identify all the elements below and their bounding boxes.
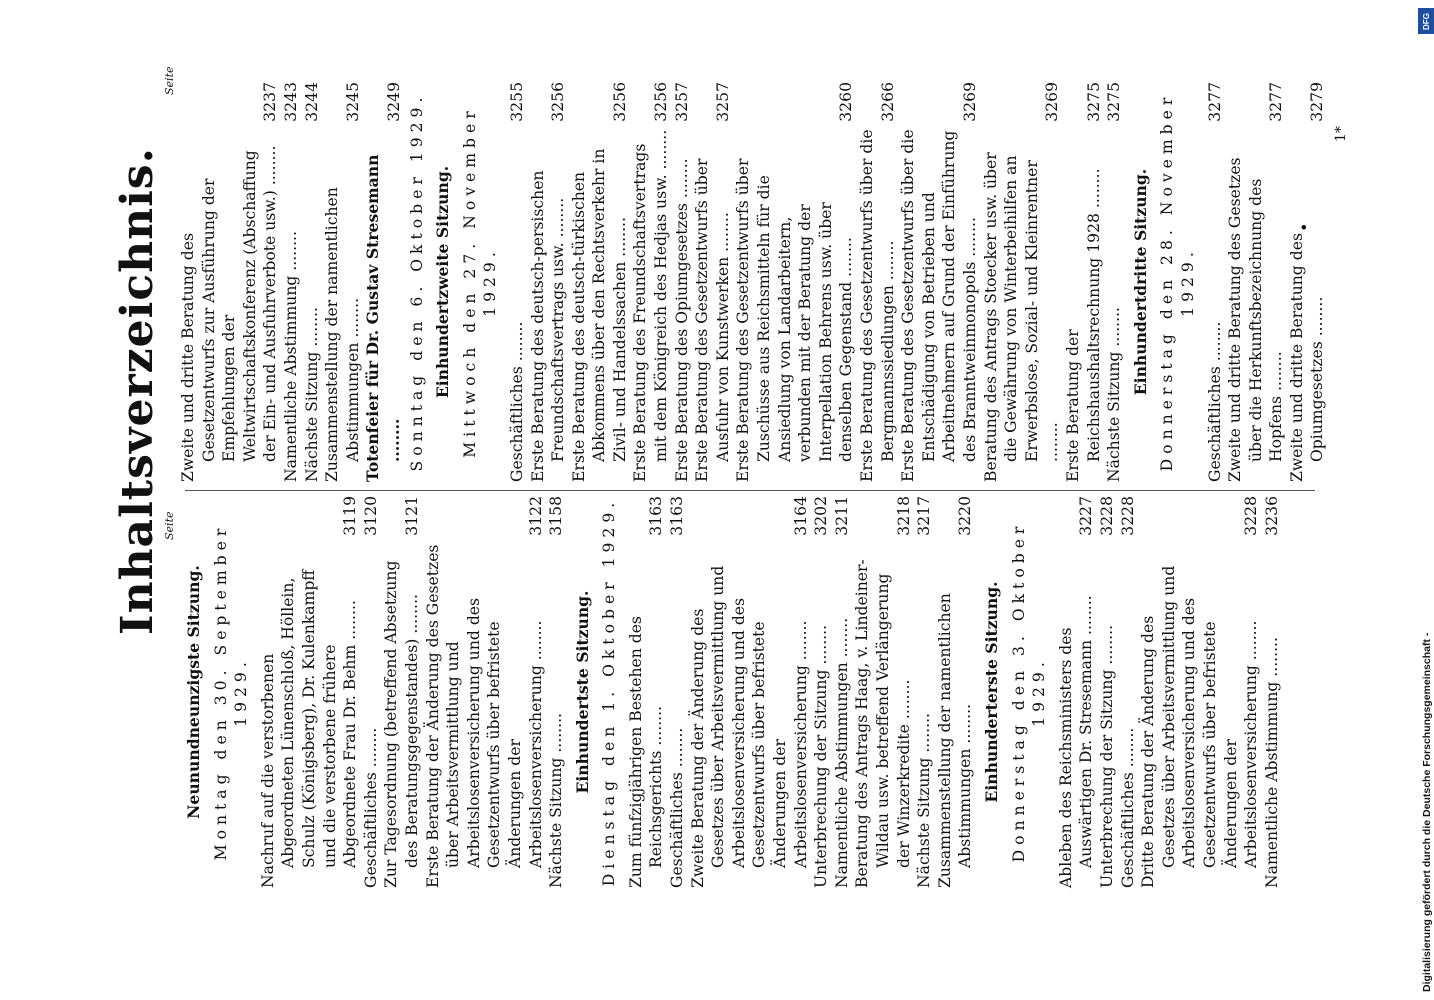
toc-entry-page: 3236 [1262,496,1281,536]
toc-entry-page: 3256 [549,82,568,122]
toc-entry [1056,496,1097,888]
toc-entry-page: 3256 [652,82,671,122]
toc-entry [811,496,832,888]
toc-entry-text: Namentliche Abstimmung ........ [281,231,300,482]
toc-entry-page: 3243 [281,82,300,122]
toc-entry [898,82,980,482]
toc-entry-page: 3277 [1205,82,1224,122]
toc-entry [1104,82,1125,482]
toc-entry-text: Erste Beratung des Gesetzentwurfs über die Bergmannssiedlungen ........ [858,129,897,482]
section-heading: Einhundertzweite Sitzung. [433,165,453,399]
toc-entry [1063,82,1104,482]
toc-entry-text: Zweite Beratung der Änderung des Gesetzes über Arbeitsvermittlung und Arbeitslosenversicherung und des Gesetzentwurfs über befristete Änderungen der Arbeitslosenversicherung ........ [688,565,810,888]
toc-entry [1262,496,1283,888]
toc-entry-page: 3220 [956,496,975,536]
toc-entry-text: Unterbrechung der Sitzung ........ [1097,624,1116,888]
toc-entry [178,82,281,482]
toc-column-left [178,496,1282,888]
toc-entry [1205,82,1226,482]
toc-entry-text: Unterbrechung der Sitzung ........ [812,624,831,888]
toc-entry-page: 3249 [384,82,403,122]
session-date: Montag den 30. September 1929. [211,523,251,861]
toc-entry [507,82,528,482]
toc-entry [935,496,976,888]
toc-entry [852,496,914,888]
toc-entry-page: 3227 [1077,496,1096,536]
session-date: Donnerstag den 3. Oktober 1929. [1009,521,1049,863]
toc-entry-text: Nächste Sitzung ........ [1105,306,1124,482]
section-heading: Einhunderterste Sitzung. [981,581,1001,803]
toc-entry-page: 3228 [1097,496,1116,536]
digitization-footer: Digitalisierung gefördert durch die Deutsche Forschungsgemeinschaft - [1421,632,1433,992]
toc-entry-text: Dritte Beratung der Änderung des Gesetzes über Arbeitsvermittlung und Arbeitslosenversicherung und des Gesetzentwurfs über befristete Änderungen der Arbeitslosenversicherung ........ [1139,565,1261,888]
toc-entry-text: Geschäftliches ........ [1205,321,1224,482]
toc-entry [733,82,857,482]
toc-entry-page: 3158 [547,496,566,536]
toc-entry-page: 3244 [302,82,321,122]
toc-entry-text: Totenfeier für Dr. Gustav Stresemann ........ [363,154,403,482]
toc-entry [1225,82,1287,482]
toc-entry [546,496,567,888]
toc-entry-text: Ableben des Reichsministers des Auswärtigen Dr. Stresemann ........ [1056,595,1096,888]
toc-entry-page: 3211 [832,496,851,536]
toc-entry-text: Nachruf auf die verstorbenen Abgeordneten Lünenschloß, Höllein, Schulz (Königsberg), Dr. Kulenkampff und die verstorbene frühere Abgeordnete Frau Dr. Behm ........ [258,569,360,888]
toc-entry-page: 3218 [894,496,913,536]
toc-entry-text: Erste Beratung des deutsch-türkischen Abkommens über den Rechtsverkehr in Zivil- und Handelssachen ........ [569,148,629,482]
toc-entry [528,82,569,482]
session-date: Dienstag den 1. Oktober 1929. [600,497,619,887]
toc-entry [688,496,812,888]
toc-entry [1138,496,1262,888]
toc-entry [667,496,688,888]
toc-entry [857,82,898,482]
toc-entry-text: Erste Beratung des Gesetzentwurfs über Ausfuhr von Kunstwerken ........ [693,158,732,482]
toc-entry-text: Nächste Sitzung ........ [302,306,321,482]
toc-entry-text: Zusammenstellung der namentlichen Abstimmungen ........ [935,593,975,888]
toc-entry [1118,496,1139,888]
dfg-logo-badge [1418,8,1434,34]
toc-entry-text: Erste Beratung des Gesetzentwurfs über die Entschädigung von Betrieben und Arbeitnehmern auf Grund der Einführung des Branntweinmonopols ........ [899,129,979,482]
toc-entry-page: 3279 [1308,82,1327,122]
toc-entry-page: 3120 [361,496,380,536]
toc-entry [258,496,361,888]
toc-entry-text: Nächste Sitzung ........ [915,712,934,888]
toc-entry [1287,82,1328,482]
toc-entry-page: 3228 [1242,496,1261,536]
toc-entry [672,82,693,482]
toc-entry-text: Geschäftliches ........ [507,321,526,482]
column-divider [185,490,1315,491]
toc-entry-text: Namentliche Abstimmungen ........ [832,617,851,888]
toc-entry [302,82,323,482]
toc-entry [361,496,382,888]
toc-entry-page: 3163 [668,496,687,536]
toc-entry-page: 3202 [812,496,831,536]
toc-entry [381,496,422,888]
toc-entry-page: 3277 [1267,82,1286,122]
toc-entry-text: Zweite und dritte Beratung des Gesetzentwurfs zur Ausführung der Empfehlungen der Weltwirtschaftskonferenz (Abschaffung der Ein- und Ausfuhrverbote usw.) ........ [179,145,280,482]
toc-entry-text: Nächste Sitzung ........ [547,712,566,888]
toc-entry-page: 3269 [960,82,979,122]
toc-entry-text: Erste Beratung der Änderung des Gesetzes über Arbeitsvermittlung und Arbeitslosenversicherung und des Gesetzentwurfs über befristete Änderungen der Arbeitslosenversicherung ........ [423,544,545,888]
toc-entry-text: Geschäftliches ........ [1118,727,1137,888]
dfg-logo-text: DFG [1421,12,1431,30]
toc-entry [423,496,547,888]
toc-entry-text: Beratung des Antrags Stoecker usw. über die Gewährung von Winterbeihilfen an Erwerbslose, Sozial- und Kleinrentner ........ [981,152,1062,482]
toc-entry-text: Zweite und dritte Beratung des Opiumgesetzes ........ [1287,233,1327,482]
toc-entry-page: 3237 [261,82,280,122]
toc-entry-text: Geschäftliches ........ [668,727,687,888]
folio-number: 1* [1333,126,1349,142]
session-date: Sonntag den 6. Oktober 1929. [407,92,426,472]
toc-entry [363,82,404,482]
toc-entry [281,82,302,482]
toc-entry-page: 3121 [402,496,421,536]
toc-entry-page: 3164 [791,496,810,536]
toc-entry-text: Erste Beratung der Reichshaushaltsrechnung 1928 ........ [1063,168,1103,482]
dot-mark: • [1295,222,1314,232]
toc-entry-page: 3275 [1105,82,1124,122]
toc-entry-page: 3256 [610,82,629,122]
toc-entry-page: 3119 [341,496,360,536]
toc-entry [832,496,853,888]
toc-entry-text: Erste Beratung des deutsch-persischen Freundschaftsvertrags usw. ........ [528,170,568,482]
toc-entry-text: Zur Tagesordnung (betreffend Absetzung des Beratungsgegenstandes) ........ [382,560,421,888]
toc-entry-page: 3228 [1118,496,1137,536]
toc-entry-text: Geschäftliches ........ [361,727,380,888]
toc-entry-page: 3275 [1084,82,1103,122]
toc-entry-text: Zweite und dritte Beratung des Gesetzes über die Herkunftsbezeichnung des Hopfens ........ [1226,157,1286,482]
toc-entry [322,82,363,482]
toc-entry-page: 3266 [878,82,897,122]
toc-entry-page: 3257 [672,82,691,122]
seite-label-right: Seite [163,66,176,95]
page-title: Inhaltsverzeichnis. [112,147,163,635]
toc-entry [626,496,667,888]
toc-entry [569,82,631,482]
section-heading: Einhundertdritte Sitzung. [1130,168,1150,396]
session-date: Donnerstag den 28. November 1929. [1158,92,1197,472]
toc-entry [981,82,1063,482]
toc-entry-page: 3217 [915,496,934,536]
toc-entry-page: 3245 [343,82,362,122]
section-heading: Neunundneunzigste Sitzung. [184,565,203,819]
toc-entry [692,82,733,482]
toc-entry-text: Erste Beratung des Freundschaftsvertrags mit dem Königreich des Hedjas usw. ........ [631,129,671,482]
toc-entry-page: 3255 [507,82,526,122]
session-date: Mittwoch den 27. November 1929. [460,106,500,458]
toc-entry-page: 3260 [837,82,856,122]
toc-entry-text: Zusammenstellung der namentlichen Abstimmungen ........ [323,187,362,482]
toc-entry-text: Namentliche Abstimmung ........ [1262,637,1281,888]
toc-entry-page: 3257 [713,82,732,122]
toc-entry-page: 3122 [526,496,545,536]
toc-entry-page: 3269 [1043,82,1062,122]
toc-entry-text: Erste Beratung des Gesetzentwurfs über Zuschüsse aus Reichsmitteln für die Ansiedlung von Landarbeitern, verbunden mit der Beratung der Interpellation Behrens usw. über denselben Gegenstand ........ [734,158,856,482]
toc-entry [1097,496,1118,888]
toc-entry [914,496,935,888]
toc-entry-text: Beratung des Antrags Haag, v. Lindeiner-Wildau usw. betreffend Verlängerung der Winzerkredite ........ [853,559,913,888]
toc-entry [630,82,671,482]
seite-label-left: Seite [163,511,176,540]
toc-entry-text: Zum fünfzigjährigen Bestehen des Reichsgerichts ........ [626,616,666,888]
section-heading: Einhundertste Sitzung. [572,590,592,794]
toc-entry-text: Erste Beratung des Opiumgesetzes ........ [672,158,691,482]
toc-entry-page: 3163 [647,496,666,536]
toc-column-right [178,82,1328,482]
